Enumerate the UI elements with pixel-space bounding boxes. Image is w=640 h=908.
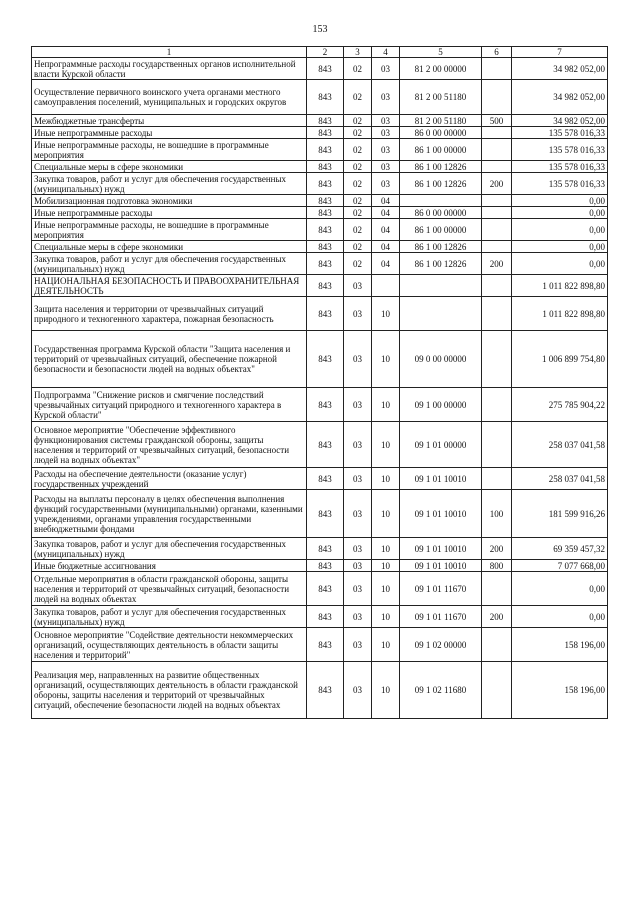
cell-amount: 0,00: [512, 241, 608, 253]
cell-section: 02: [344, 173, 372, 195]
cell-subsection: 03: [372, 58, 400, 80]
cell-admin-code: 843: [307, 388, 344, 422]
cell-section: 02: [344, 195, 372, 207]
header-col-5: 5: [400, 47, 482, 58]
cell-amount: 0,00: [512, 207, 608, 219]
cell-section: 02: [344, 58, 372, 80]
cell-name: Закупка товаров, работ и услуг для обеспечения государственных (муниципальных) нужд: [32, 538, 307, 560]
cell-expense-type: [482, 80, 512, 115]
cell-expense-type: 500: [482, 115, 512, 127]
cell-target-article: 09 1 02 00000: [400, 628, 482, 662]
cell-section: 03: [344, 275, 372, 297]
table-row: [32, 195, 608, 207]
cell-subsection: 10: [372, 468, 400, 490]
cell-expense-type: [482, 331, 512, 388]
cell-target-article: [400, 275, 482, 297]
table-row: [32, 207, 608, 219]
header-col-7: 7: [512, 47, 608, 58]
cell-target-article: 86 1 00 00000: [400, 219, 482, 241]
cell-target-article: 09 1 01 11670: [400, 572, 482, 606]
cell-amount: 69 359 457,32: [512, 538, 608, 560]
cell-name: Иные непрограммные расходы, не вошедшие в программные мероприятия: [32, 139, 307, 161]
cell-admin-code: 843: [307, 662, 344, 719]
cell-section: 02: [344, 241, 372, 253]
cell-subsection: 03: [372, 161, 400, 173]
cell-subsection: 10: [372, 572, 400, 606]
cell-admin-code: 843: [307, 628, 344, 662]
table-row: [32, 606, 608, 628]
table-body: [32, 58, 608, 719]
table-row: [32, 253, 608, 275]
cell-target-article: 09 0 00 00000: [400, 331, 482, 388]
cell-section: 03: [344, 572, 372, 606]
cell-amount: 34 982 052,00: [512, 80, 608, 115]
cell-expense-type: [482, 628, 512, 662]
cell-name: Межбюджетные трансферты: [32, 115, 307, 127]
cell-expense-type: [482, 127, 512, 139]
cell-section: 03: [344, 297, 372, 331]
header-row: [32, 47, 608, 58]
cell-expense-type: [482, 195, 512, 207]
cell-name: Закупка товаров, работ и услуг для обеспечения государственных (муниципальных) нужд: [32, 253, 307, 275]
cell-subsection: 04: [372, 241, 400, 253]
cell-expense-type: [482, 161, 512, 173]
cell-subsection: 10: [372, 606, 400, 628]
cell-target-article: 86 1 00 12826: [400, 161, 482, 173]
cell-amount: 0,00: [512, 606, 608, 628]
cell-target-article: 86 1 00 12826: [400, 241, 482, 253]
table-row: [32, 662, 608, 719]
cell-subsection: 03: [372, 115, 400, 127]
table-row: [32, 628, 608, 662]
cell-amount: 7 077 668,00: [512, 560, 608, 572]
cell-admin-code: 843: [307, 161, 344, 173]
cell-subsection: 10: [372, 662, 400, 719]
cell-admin-code: 843: [307, 490, 344, 538]
header-col-3: 3: [344, 47, 372, 58]
cell-expense-type: [482, 297, 512, 331]
cell-section: 03: [344, 560, 372, 572]
table-row: [32, 275, 608, 297]
cell-section: 02: [344, 219, 372, 241]
cell-subsection: 04: [372, 207, 400, 219]
cell-amount: 258 037 041,58: [512, 468, 608, 490]
cell-name: Основное мероприятие "Обеспечение эффективного функционирования системы гражданской обороны, защиты населения и территорий от чрезвычайных ситуаций, безопасности людей на водных объектах": [32, 422, 307, 468]
cell-expense-type: [482, 275, 512, 297]
cell-amount: 1 011 822 898,80: [512, 275, 608, 297]
cell-expense-type: 200: [482, 538, 512, 560]
cell-expense-type: [482, 207, 512, 219]
cell-subsection: 10: [372, 628, 400, 662]
cell-admin-code: 843: [307, 139, 344, 161]
cell-admin-code: 843: [307, 253, 344, 275]
cell-expense-type: [482, 422, 512, 468]
cell-amount: 34 982 052,00: [512, 58, 608, 80]
cell-name: Подпрограмма "Снижение рисков и смягчение последствий чрезвычайных ситуаций природного и техногенного характера в Курской области": [32, 388, 307, 422]
cell-target-article: 86 0 00 00000: [400, 207, 482, 219]
cell-target-article: 09 1 01 11670: [400, 606, 482, 628]
cell-target-article: 81 2 00 51180: [400, 115, 482, 127]
cell-admin-code: 843: [307, 80, 344, 115]
cell-name: Специальные меры в сфере экономики: [32, 161, 307, 173]
cell-admin-code: 843: [307, 422, 344, 468]
table-row: [32, 422, 608, 468]
cell-section: 03: [344, 490, 372, 538]
cell-admin-code: 843: [307, 606, 344, 628]
table-row: [32, 219, 608, 241]
cell-admin-code: 843: [307, 331, 344, 388]
cell-section: 03: [344, 468, 372, 490]
table-row: [32, 139, 608, 161]
cell-admin-code: 843: [307, 297, 344, 331]
cell-amount: 0,00: [512, 253, 608, 275]
cell-admin-code: 843: [307, 127, 344, 139]
cell-target-article: 09 1 01 10010: [400, 468, 482, 490]
cell-amount: 135 578 016,33: [512, 127, 608, 139]
table-row: [32, 331, 608, 388]
cell-target-article: 86 0 00 00000: [400, 127, 482, 139]
cell-subsection: 04: [372, 195, 400, 207]
cell-amount: 158 196,00: [512, 662, 608, 719]
cell-name: Защита населения и территории от чрезвычайных ситуаций природного и техногенного характера, пожарная безопасность: [32, 297, 307, 331]
cell-admin-code: 843: [307, 207, 344, 219]
cell-expense-type: [482, 139, 512, 161]
cell-target-article: 09 1 01 10010: [400, 560, 482, 572]
cell-name: Иные непрограммные расходы: [32, 207, 307, 219]
cell-section: 03: [344, 538, 372, 560]
cell-admin-code: 843: [307, 538, 344, 560]
table-row: [32, 127, 608, 139]
cell-target-article: [400, 297, 482, 331]
cell-subsection: 10: [372, 538, 400, 560]
cell-section: 02: [344, 139, 372, 161]
cell-section: 02: [344, 207, 372, 219]
cell-amount: 258 037 041,58: [512, 422, 608, 468]
cell-section: 02: [344, 253, 372, 275]
cell-amount: 135 578 016,33: [512, 161, 608, 173]
cell-name: Осуществление первичного воинского учета органами местного самоуправления поселений, муниципальных и городских округов: [32, 80, 307, 115]
cell-subsection: 10: [372, 297, 400, 331]
cell-amount: 1 011 822 898,80: [512, 297, 608, 331]
cell-amount: 0,00: [512, 195, 608, 207]
cell-subsection: 10: [372, 388, 400, 422]
cell-name: Мобилизационная подготовка экономики: [32, 195, 307, 207]
cell-admin-code: 843: [307, 275, 344, 297]
cell-section: 02: [344, 127, 372, 139]
cell-amount: 181 599 916,26: [512, 490, 608, 538]
cell-section: 03: [344, 388, 372, 422]
cell-subsection: 10: [372, 422, 400, 468]
cell-admin-code: 843: [307, 195, 344, 207]
cell-name: Расходы на обеспечение деятельности (оказание услуг) государственных учреждений: [32, 468, 307, 490]
cell-name: Иные непрограммные расходы: [32, 127, 307, 139]
table-row: [32, 388, 608, 422]
cell-amount: 135 578 016,33: [512, 173, 608, 195]
table-row: [32, 538, 608, 560]
cell-subsection: 04: [372, 219, 400, 241]
cell-name: Основное мероприятие "Содействие деятельности некоммерческих организаций, осуществляющих деятельность в области защиты населения и территорий": [32, 628, 307, 662]
cell-name: Специальные меры в сфере экономики: [32, 241, 307, 253]
cell-name: НАЦИОНАЛЬНАЯ БЕЗОПАСНОСТЬ И ПРАВООХРАНИТЕЛЬНАЯ ДЕЯТЕЛЬНОСТЬ: [32, 275, 307, 297]
cell-section: 03: [344, 606, 372, 628]
cell-admin-code: 843: [307, 173, 344, 195]
cell-amount: 0,00: [512, 219, 608, 241]
cell-admin-code: 843: [307, 219, 344, 241]
header-col-2: 2: [307, 47, 344, 58]
cell-amount: 275 785 904,22: [512, 388, 608, 422]
cell-admin-code: 843: [307, 241, 344, 253]
cell-name: Расходы на выплаты персоналу в целях обеспечения выполнения функций государственными (муниципальными) органами, казенными учреждениями, органами управления государственными внебюджетными фондами: [32, 490, 307, 538]
header-col-6: 6: [482, 47, 512, 58]
table-row: [32, 560, 608, 572]
cell-admin-code: 843: [307, 572, 344, 606]
cell-expense-type: [482, 241, 512, 253]
cell-subsection: [372, 275, 400, 297]
cell-amount: 34 982 052,00: [512, 115, 608, 127]
budget-table: [31, 46, 608, 719]
cell-section: 02: [344, 80, 372, 115]
table-row: [32, 161, 608, 173]
cell-target-article: 09 1 01 10010: [400, 538, 482, 560]
cell-name: Отдельные мероприятия в области гражданской обороны, защиты населения и территорий от чрезвычайных ситуаций, безопасности людей на водных объектах: [32, 572, 307, 606]
cell-target-article: 81 2 00 00000: [400, 58, 482, 80]
cell-subsection: 03: [372, 80, 400, 115]
cell-subsection: 10: [372, 560, 400, 572]
cell-target-article: 81 2 00 51180: [400, 80, 482, 115]
cell-target-article: 09 1 02 11680: [400, 662, 482, 719]
cell-amount: 1 006 899 754,80: [512, 331, 608, 388]
cell-target-article: 09 1 01 10010: [400, 490, 482, 538]
cell-section: 03: [344, 662, 372, 719]
cell-name: Иные бюджетные ассигнования: [32, 560, 307, 572]
cell-expense-type: 800: [482, 560, 512, 572]
cell-name: Закупка товаров, работ и услуг для обеспечения государственных (муниципальных) нужд: [32, 173, 307, 195]
cell-target-article: 86 1 00 12826: [400, 173, 482, 195]
header-col-1: 1: [32, 47, 307, 58]
cell-expense-type: [482, 468, 512, 490]
table-row: [32, 572, 608, 606]
table-row: [32, 297, 608, 331]
cell-amount: 0,00: [512, 572, 608, 606]
cell-target-article: 86 1 00 00000: [400, 139, 482, 161]
cell-expense-type: [482, 58, 512, 80]
cell-subsection: 10: [372, 331, 400, 388]
cell-section: 02: [344, 115, 372, 127]
cell-admin-code: 843: [307, 560, 344, 572]
cell-admin-code: 843: [307, 58, 344, 80]
header-col-4: 4: [372, 47, 400, 58]
cell-expense-type: [482, 388, 512, 422]
table-row: [32, 115, 608, 127]
cell-target-article: 86 1 00 12826: [400, 253, 482, 275]
cell-expense-type: [482, 572, 512, 606]
cell-expense-type: [482, 662, 512, 719]
cell-expense-type: 200: [482, 173, 512, 195]
cell-target-article: 09 1 01 00000: [400, 422, 482, 468]
cell-section: 03: [344, 628, 372, 662]
table-row: [32, 468, 608, 490]
cell-target-article: 09 1 00 00000: [400, 388, 482, 422]
cell-amount: 135 578 016,33: [512, 139, 608, 161]
cell-subsection: 03: [372, 173, 400, 195]
cell-expense-type: 200: [482, 253, 512, 275]
cell-admin-code: 843: [307, 468, 344, 490]
cell-subsection: 04: [372, 253, 400, 275]
cell-name: Закупка товаров, работ и услуг для обеспечения государственных (муниципальных) нужд: [32, 606, 307, 628]
table-row: [32, 58, 608, 80]
cell-subsection: 03: [372, 127, 400, 139]
table-row: [32, 173, 608, 195]
cell-section: 03: [344, 331, 372, 388]
cell-section: 03: [344, 422, 372, 468]
cell-subsection: 03: [372, 139, 400, 161]
cell-amount: 158 196,00: [512, 628, 608, 662]
cell-expense-type: 100: [482, 490, 512, 538]
cell-admin-code: 843: [307, 115, 344, 127]
cell-target-article: [400, 195, 482, 207]
page-number: 153: [312, 24, 328, 35]
cell-name: Иные непрограммные расходы, не вошедшие в программные мероприятия: [32, 219, 307, 241]
table-row: [32, 80, 608, 115]
cell-expense-type: [482, 219, 512, 241]
table-row: [32, 241, 608, 253]
cell-subsection: 10: [372, 490, 400, 538]
table-row: [32, 490, 608, 538]
cell-expense-type: 200: [482, 606, 512, 628]
cell-name: Государственная программа Курской области "Защита населения и территорий от чрезвычайных ситуаций, обеспечение пожарной безопасности и безопасности людей на водных объектах": [32, 331, 307, 388]
cell-name: Реализация мер, направленных на развитие общественных организаций, осуществляющих деятельность в области гражданской обороны, защиты населения и территорий от чрезвычайных ситуаций, обеспечение безопасности людей на водных объектах: [32, 662, 307, 719]
cell-name: Непрограммные расходы государственных органов исполнительной власти Курской области: [32, 58, 307, 80]
cell-section: 02: [344, 161, 372, 173]
